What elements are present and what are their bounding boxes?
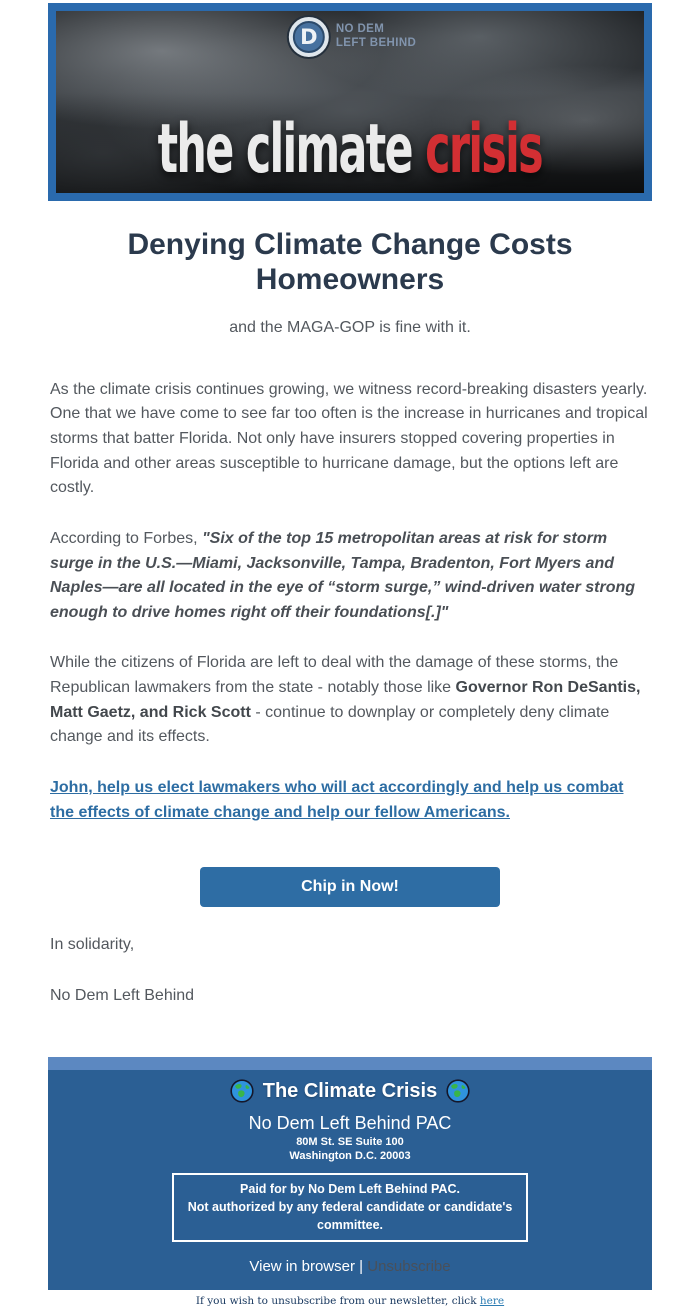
ndlb-logo <box>289 17 416 57</box>
forbes-attribution: According to Forbes, <box>50 529 203 547</box>
email-body <box>48 3 652 1307</box>
email-footer <box>48 1057 652 1290</box>
article-body <box>48 378 652 1009</box>
hero-title <box>56 111 644 189</box>
article-subheading: and the MAGA-GOP is fine with it. <box>229 318 471 336</box>
footer-accent-strip <box>48 1057 652 1070</box>
signoff-line-1: In solidarity, <box>50 936 135 954</box>
view-in-browser-link[interactable]: View in browser <box>249 1258 355 1276</box>
article-headline: Denying Climate Change Costs Homeowners <box>127 228 573 297</box>
unsubscribe-note-text: If you wish to unsubscribe from our newsletter, click <box>195 1295 480 1307</box>
logo-wordmark <box>336 23 416 51</box>
footer-address-line-2: Washington D.C. 20003 <box>289 1150 411 1163</box>
disclaimer-line-1: Paid for by No Dem Left Behind PAC. <box>240 1181 460 1196</box>
paid-for-disclaimer-box <box>172 1173 528 1242</box>
chip-in-now-button[interactable]: Chip in Now! <box>200 867 500 907</box>
button-container <box>50 867 650 907</box>
logo-line-2: LEFT BEHIND <box>335 37 417 49</box>
unsubscribe-link[interactable]: Unsubscribe <box>367 1258 451 1276</box>
paragraph-3 <box>50 651 650 750</box>
paragraph-3-text-2: - continue to downplay or completely deny climate change and its effects. <box>50 703 610 746</box>
footer-address-line-1: 80M St. SE Suite 100 <box>296 1136 404 1149</box>
paragraph-2 <box>50 527 650 626</box>
globe-icon-right <box>446 1079 470 1103</box>
cta-paragraph <box>50 776 650 825</box>
footer-links-row <box>48 1258 652 1290</box>
disclaimer-line-2: Not authorized by any federal candidate or candidate's committee. <box>187 1200 513 1233</box>
hero-banner-image <box>48 3 652 201</box>
footer-links-separator: | <box>359 1258 364 1276</box>
hero-title-red: crisis <box>425 111 543 189</box>
signoff-line-2: No Dem Left Behind <box>50 986 195 1004</box>
unsubscribe-here-link[interactable]: here <box>479 1295 505 1307</box>
forbes-quote: "Six of the top 15 metropolitan areas at risk for storm surge in the U.S.—Miami, Jacksonville, Tampa, Bradenton, Fort Myers and Naples—are all located in the eye of “storm surge,” wind-driven water strong enough to drive homes right off their foundations[.]" <box>50 529 636 621</box>
footer-title: The Climate Crisis <box>262 1079 438 1102</box>
unsubscribe-note <box>48 1295 652 1307</box>
logo-letter: D <box>300 25 318 49</box>
footer-title-row <box>48 1070 652 1103</box>
footer-address <box>48 1136 652 1164</box>
cta-text-link[interactable]: John, help us elect lawmakers who will act accordingly and help us combat the effects of climate change and help our fellow Americans. <box>50 778 624 821</box>
footer-org-name: No Dem Left Behind PAC <box>248 1113 452 1134</box>
paragraph-1: As the climate crisis continues growing, we witness record-breaking disasters yearly. One that we have come to see far too often is the increase in hurricanes and tropical storms that batter Florida. Not only have insurers stopped covering properties in Florida and other areas susceptible to hurricane damage, but the options left are costly. <box>50 380 648 497</box>
ndlb-logo-icon <box>289 17 329 57</box>
paragraph-3-text-1: While the citizens of Florida are left to deal with the damage of these storms, the Republican lawmakers from the state - notably those like <box>50 654 619 697</box>
globe-icon-left <box>230 1079 254 1103</box>
republican-names-bold: Governor Ron DeSantis, Matt Gaetz, and Rick Scott <box>50 679 641 721</box>
hero-title-white: the climate <box>157 111 426 189</box>
logo-line-1: NO DEM <box>335 23 385 36</box>
